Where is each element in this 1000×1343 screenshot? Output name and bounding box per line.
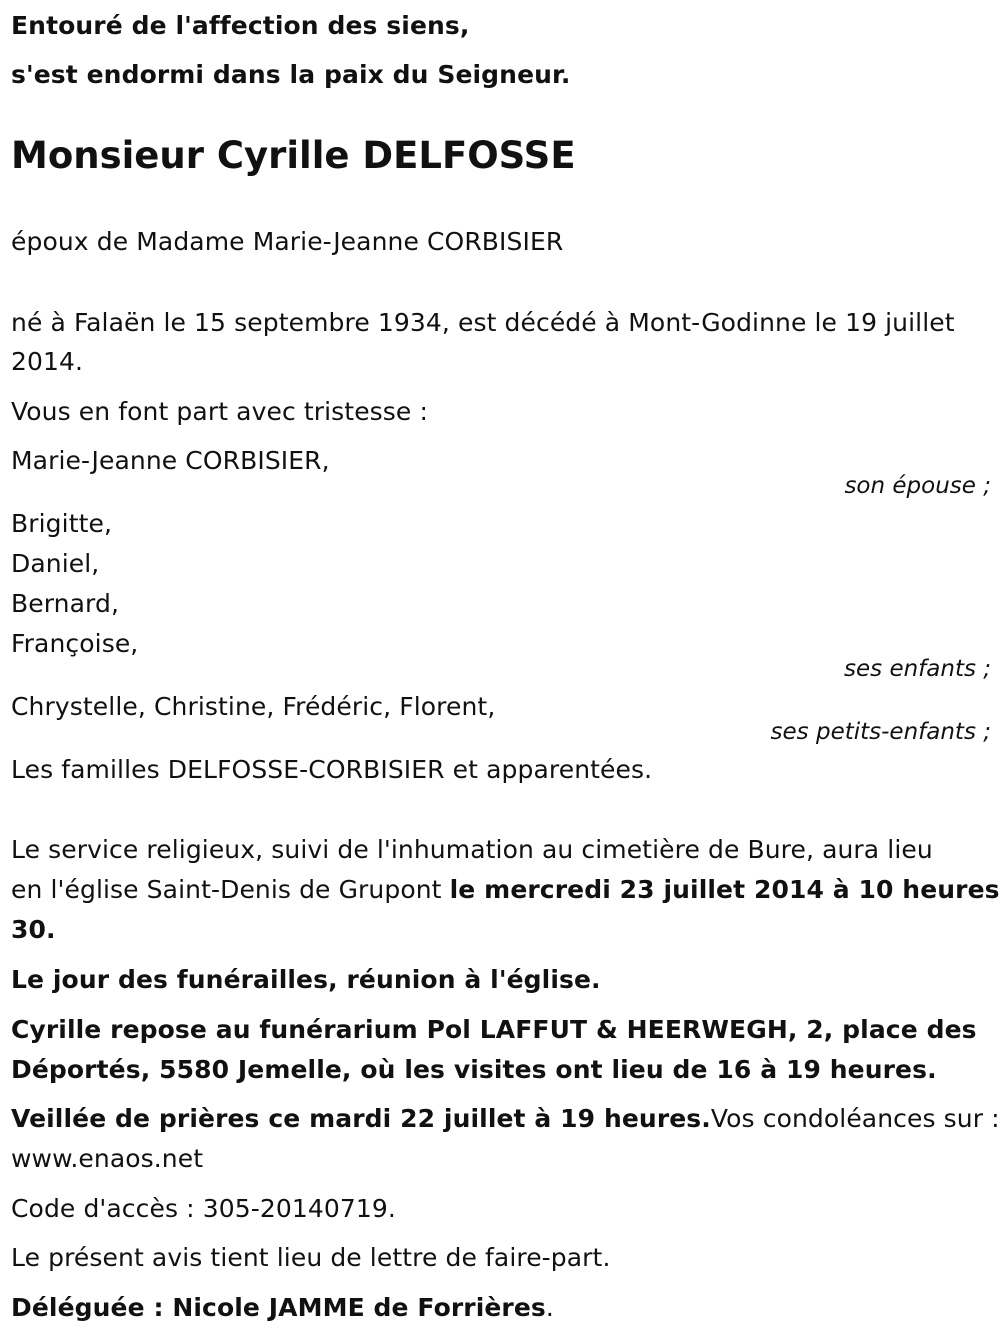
family-child: Bernard,: [11, 589, 119, 618]
vigil-line: [11, 1099, 1000, 1139]
funerarium-line-2: Déportés, 5580 Jemelle, où les visites ont lieu de 16 à 19 heures.: [11, 1055, 937, 1084]
announcement: Vous en font part avec tristesse :: [11, 397, 428, 426]
vigil-announcement: Veillée de prières ce mardi 22 juillet à 19 heures.: [11, 1104, 711, 1133]
spouse-line: époux de Madame Marie-Jeanne CORBISIER: [11, 227, 564, 256]
condolences-website: www.enaos.net: [11, 1144, 204, 1173]
family-children-role: ses enfants ;: [844, 656, 991, 682]
family-relatives: Les familles DELFOSSE-CORBISIER et apparentées.: [11, 755, 653, 784]
service-datetime: le mercredi 23 juillet 2014 à 10 heures: [449, 875, 1000, 904]
access-code: Code d'accès : 305-20140719.: [11, 1194, 396, 1223]
delegate-name: Déléguée : Nicole JAMME de Forrières: [11, 1293, 546, 1322]
intro-line-2: s'est endormi dans la paix du Seigneur.: [11, 60, 571, 89]
family-child: Daniel,: [11, 549, 100, 578]
family-spouse-role: son épouse ;: [844, 473, 991, 499]
family-grandchildren: Chrystelle, Christine, Frédéric, Florent,: [11, 692, 496, 721]
family-spouse-name: Marie-Jeanne CORBISIER,: [11, 446, 330, 475]
delegate-suffix: .: [545, 1293, 554, 1322]
family-child: Françoise,: [11, 629, 139, 658]
birth-death-line-2: 2014.: [11, 347, 84, 376]
deceased-name: Monsieur Cyrille DELFOSSE: [11, 134, 576, 177]
birth-death-line-1: né à Falaën le 15 septembre 1934, est décédé à Mont-Godinne le 19 juillet: [11, 308, 955, 337]
notice-text: Le présent avis tient lieu de lettre de faire-part.: [11, 1243, 611, 1272]
family-child: Brigitte,: [11, 509, 113, 538]
service-line-1: Le service religieux, suivi de l'inhumation au cimetière de Bure, aura lieu: [11, 835, 933, 864]
family-grandchildren-role: ses petits-enfants ;: [770, 719, 991, 745]
condolences-label: Vos condoléances sur :: [710, 1104, 1000, 1133]
funeral-meeting: Le jour des funérailles, réunion à l'église.: [11, 965, 601, 994]
service-line-3: 30.: [11, 915, 56, 944]
service-line-2: [11, 870, 1000, 910]
service-location: en l'église Saint-Denis de Grupont: [11, 875, 442, 904]
delegate-line: [11, 1288, 554, 1328]
intro-line-1: Entouré de l'affection des siens,: [11, 11, 470, 40]
funerarium-line-1: Cyrille repose au funérarium Pol LAFFUT & HEERWEGH, 2, place des: [11, 1015, 977, 1044]
